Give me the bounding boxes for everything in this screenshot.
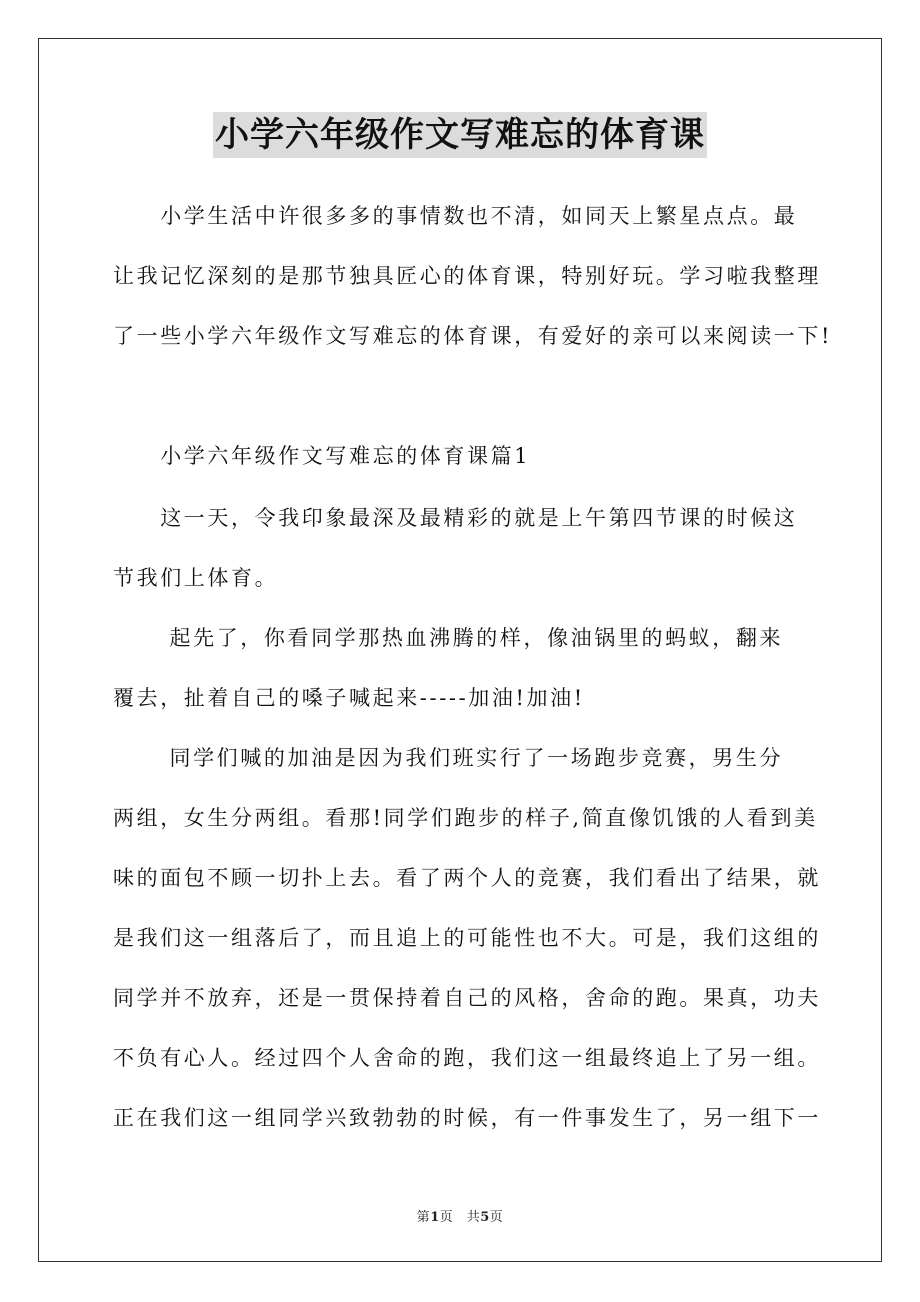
- section-heading-text: 小学六年级作文写难忘的体育课篇1: [113, 444, 531, 468]
- paragraph-line: 同学并不放弃，还是一贯保持着自己的风格，舍命的跑。果真，功夫: [113, 986, 821, 1010]
- paragraph-line: 起先了，你看同学那热血沸腾的样，像油锅里的蚂蚁，翻来: [113, 626, 784, 650]
- section-heading: [113, 426, 813, 486]
- document-title: [0, 112, 920, 158]
- footer-page-prefix: 第: [416, 1210, 431, 1225]
- paragraph-line: 是我们这一组落后了，而且追上的可能性也不大。可是，我们这组的: [113, 926, 821, 950]
- footer-page-mid: 页 共: [439, 1210, 481, 1225]
- paragraph-line: 正在我们这一组同学兴致勃勃的时候，有一件事发生了，另一组下一: [113, 1106, 821, 1130]
- paragraph-line: 了一些小学六年级作文写难忘的体育课，有爱好的亲可以来阅读一下!: [113, 324, 833, 348]
- footer-page-suffix: 页: [489, 1210, 504, 1225]
- paragraph-line: 小学生活中许很多多的事情数也不清，如同天上繁星点点。最: [113, 204, 798, 228]
- paragraph-line: 两组，女生分两组。看那!同学们跑步的样子,简直像饥饿的人看到美: [113, 806, 818, 830]
- paragraph-line: 节我们上体育。: [113, 566, 279, 590]
- body-paragraph-1: [113, 488, 813, 608]
- paragraph-line: 同学们喊的加油是因为我们班实行了一场跑步竞赛，男生分: [113, 746, 784, 770]
- footer-current-page: 1: [430, 1210, 440, 1225]
- document-title-text: 小学六年级作文写难忘的体育课: [213, 112, 707, 158]
- intro-paragraph: [113, 186, 833, 366]
- page-footer: [0, 1206, 920, 1225]
- body-paragraph-2: [113, 608, 813, 728]
- paragraph-line: 味的面包不顾一切扑上去。看了两个人的竞赛，我们看出了结果，就: [113, 866, 821, 890]
- paragraph-line: 让我记忆深刻的是那节独具匠心的体育课，特别好玩。学习啦我整理: [113, 264, 821, 288]
- paragraph-line: 不负有心人。经过四个人舍命的跑，我们这一组最终追上了另一组。: [113, 1046, 821, 1070]
- body-paragraph-3: [113, 728, 821, 1148]
- paragraph-line: 覆去，扯着自己的嗓子喊起来-----加油!加油!: [113, 686, 585, 710]
- footer-total-pages: 5: [480, 1210, 490, 1225]
- paragraph-line: 这一天，令我印象最深及最精彩的就是上午第四节课的时候这: [113, 506, 798, 530]
